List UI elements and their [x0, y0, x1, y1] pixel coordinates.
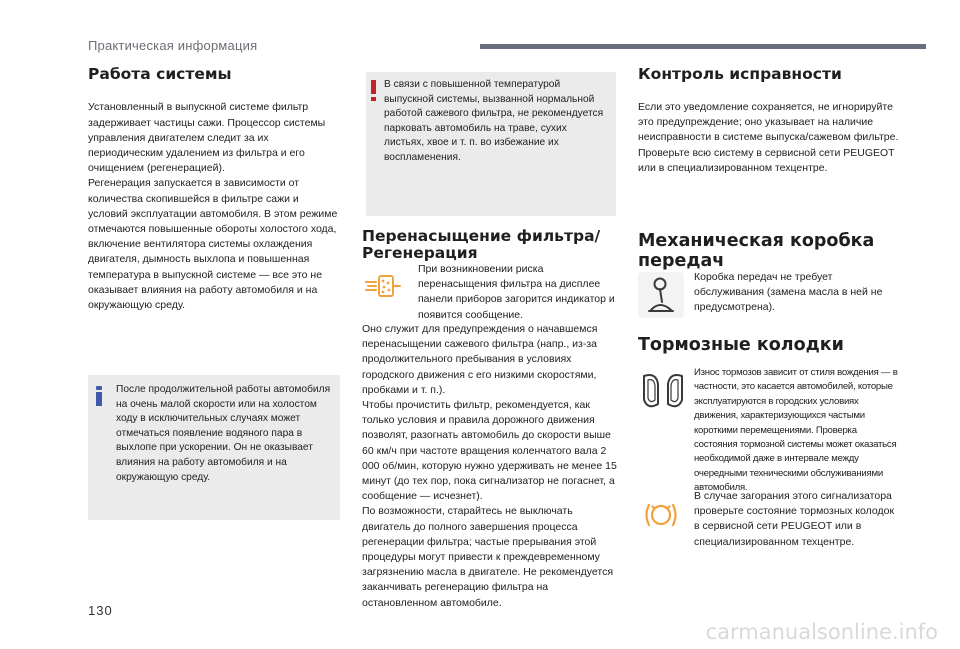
warning-note-text: В связи с повышенной температурой выпускной системы, вызванной нормальной работой сажевого фильтра, не рекомендуется парковать автомобиль на траве, сухих листьях, хвое и т. п. во избежание их воспламенения. [384, 79, 604, 163]
gear-lever-icon [638, 272, 684, 318]
warning-icon [371, 80, 376, 101]
header-bar [480, 44, 926, 49]
page-number: 130 [88, 603, 113, 618]
filter-saturation-text: Оно служит для предупреждения о начавшемся перенасыщении сажевого фильтра (напр., из-за продолжительного пребывания в условиях городского движения с его низкими скоростями, пробками и т. п.). Чтобы прочистить фильтр, рекомендуется, как только условия и правила дорожного движения позволят, разогнать автомобиль до скорости выше 60 км/ч при частоте вращения коленчатого вала 2 000 об/мин, которую нужно удерживать не менее 15 минут (до тех пор, пока сигнализатор не погаснет, а сообщение — исчезнет). По возможности, старайтесь не выключать двигатель до полного завершения процесса регенерации фильтра; частые прерывания этой процедуры могут привести к преждевременному загрязнению масла в двигателе. Не рекомендуется заканчивать регенерацию фильтра на остановленном автомобиле. [362, 323, 617, 609]
watermark: carmanualsonline.info [705, 620, 938, 644]
brake-warning-icon [640, 498, 682, 532]
brake-pads-title: Тормозные колодки [638, 335, 844, 355]
info-note [88, 375, 340, 520]
particle-filter-icon [364, 270, 404, 302]
operation-check-title: Контроль исправности [638, 65, 842, 83]
brake-pads-icon [638, 370, 688, 412]
brake-warning-text: В случае загорания этого сигнализатора проверьте состояние тормозных колодок в сервисной сети PEUGEOT или в специализированном техцентре. [694, 490, 895, 548]
system-operation-section [88, 66, 340, 313]
brake-pads-heading [638, 336, 898, 356]
manual-gearbox-heading [638, 232, 898, 271]
filter-saturation-title: Перенасыщение фильтра/ Регенерация [362, 227, 601, 263]
info-note-text: После продолжительной работы автомобиля на очень малой скорости или на холостом ходу в исключительных случаях может отмечаться появление водяного пара в выхлопе при ускорении. Он не оказывает влияния на работу автомобиля и на окружающую среду. [116, 384, 331, 483]
system-operation-text: Установленный в выпускной системе фильтр задерживает частицы сажи. Процессор системы управления двигателем следит за их периодическим удалением из фильтра и его очищением (регенерацией). Регенерация запускается в зависимости от количества скопившейся в фильтре сажи и условий эксплуатации автомобиля. В этом режиме отмечаются повышенные обороты холостого хода, включение вентилятора системы охлаждения двигателя, дымность выхлопа и повышенная температура в выпускной системе — все это не оказывает влияния на работу автомобиля и на окружающую среду. [88, 101, 338, 311]
brake-pads-text: Износ тормозов зависит от стиля вождения — в частности, это касается автомобилей, которые эксплуатируются в городских условиях движения, характеризующихся частыми короткими перемещениями. Проверка состояния тормозной системы может оказаться необходимой даже в интервале между очередными техническими обслуживаниями автомобиля. [694, 367, 898, 494]
manual-gearbox-title: Механическая коробка передач [638, 231, 875, 271]
filter-saturation-heading [362, 228, 620, 263]
info-icon [96, 386, 102, 406]
manual-gearbox-text: Коробка передач не требует обслуживания (замена масла в ней не предусмотрена). [694, 271, 883, 314]
operation-check-text: Если это уведомление сохраняется, не игнорируйте это предупреждение; оно указывает на наличие неисправности в системе выпуска/сажевом фильтре. Проверьте всю систему в сервисной сети PEUGEOT или в специализированном техцентре. [638, 101, 899, 174]
running-header: Практическая информация [88, 38, 258, 53]
system-operation-title: Работа системы [88, 65, 232, 83]
filter-saturation-intro: При возникновении риска перенасыщения фильтра на дисплее панели приборов загорится индикатор и появится сообщение. [418, 263, 615, 321]
warning-note [366, 72, 616, 216]
operation-check-heading [638, 66, 898, 83]
